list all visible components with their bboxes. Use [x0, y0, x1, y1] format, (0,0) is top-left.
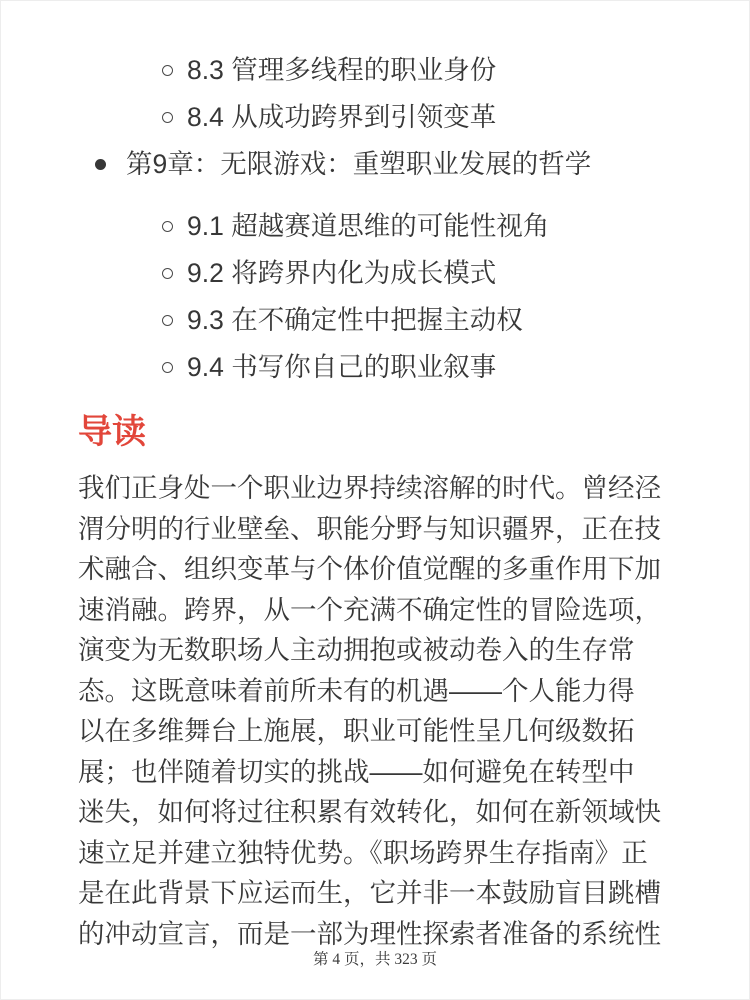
circle-bullet-icon: [162, 65, 173, 76]
toc-item-label: 9.1 超越赛道思维的可能性视角: [187, 211, 550, 241]
toc-item-8-3: [0, 55, 750, 85]
intro-paragraph: [0, 468, 750, 954]
circle-bullet-icon: [162, 221, 173, 232]
toc-item-label: 8.3 管理多线程的职业身份: [187, 55, 497, 85]
page-footer: [0, 947, 750, 969]
circle-bullet-icon: [162, 315, 173, 326]
paragraph-line: 以在多维舞台上施展，职业可能性呈几何级数拓: [78, 716, 635, 746]
toc-item-label: 9.3 在不确定性中把握主动权: [187, 305, 523, 335]
paragraph-line: 我们正身处一个职业边界持续溶解的时代。曾经泾: [78, 473, 661, 503]
table-of-contents: [0, 0, 750, 382]
circle-bullet-icon: [162, 112, 173, 123]
toc-item-8-4: [0, 102, 750, 132]
toc-item-label: 9.4 书写你自己的职业叙事: [187, 352, 497, 382]
paragraph-line: 速消融。跨界，从一个充满不确定性的冒险选项，: [78, 594, 661, 625]
toc-item-chapter-9: [0, 149, 750, 179]
toc-item-9-2: [0, 258, 750, 288]
paragraph-line: 态。这既意味着前所未有的机遇——个人能力得: [78, 675, 635, 706]
toc-item-label: 9.2 将跨界内化为成长模式: [187, 258, 497, 288]
paragraph-line: 渭分明的行业壁垒、职能分野与知识疆界，正在技: [78, 513, 661, 544]
paragraph-line: 展；也伴随着切实的挑战——如何避免在转型中: [78, 756, 635, 787]
paragraph-line: 术融合、组织变革与个体价值觉醒的多重作用下加: [78, 554, 661, 584]
paragraph-line: 的冲动宣言，而是一部为理性探索者准备的系统性: [78, 918, 661, 949]
circle-bullet-icon: [162, 268, 173, 279]
toc-item-9-3: [0, 305, 750, 335]
page-number-label: 第 4 页，共 323 页: [312, 951, 437, 968]
toc-item-label: 8.4 从成功跨界到引领变革: [187, 102, 497, 132]
paragraph-line: 迷失，如何将过往积累有效转化，如何在新领域快: [78, 797, 661, 827]
section-heading: 导读: [78, 413, 146, 451]
toc-item-label: 第9章：无限游戏：重塑职业发展的哲学: [126, 149, 592, 179]
toc-item-9-4: [0, 352, 750, 382]
paragraph-line: 演变为无数职场人主动拥抱或被动卷入的生存常: [78, 635, 635, 665]
paragraph-line: 速立足并建立独特优势。《职场跨界生存指南》正: [78, 837, 648, 868]
toc-item-9-1: [0, 211, 750, 241]
paragraph-line: 是在此背景下应运而生，它并非一本鼓励盲目跳槽: [78, 878, 661, 908]
circle-bullet-icon: [162, 362, 173, 373]
disc-bullet-icon: [95, 159, 106, 170]
